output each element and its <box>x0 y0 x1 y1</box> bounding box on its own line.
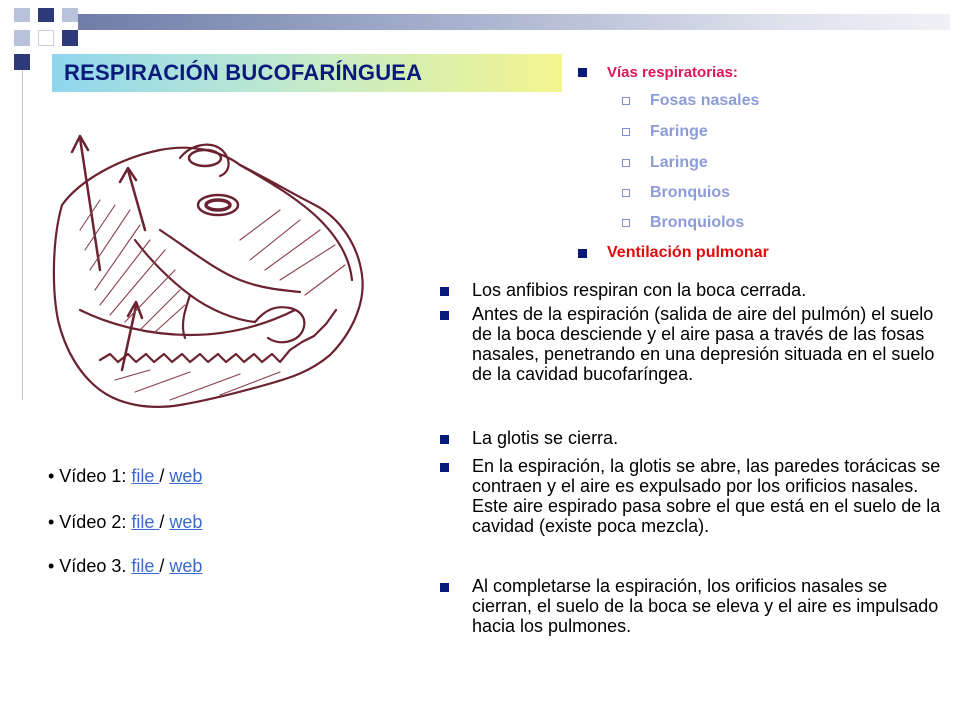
video-label: • Vídeo 1: <box>48 466 132 486</box>
frog-head-diagram-icon <box>40 110 370 420</box>
outline-active-item <box>578 244 769 262</box>
deco-square <box>62 8 78 22</box>
web-link[interactable]: web <box>169 512 203 532</box>
square-bullet-icon <box>578 249 587 258</box>
list-item <box>440 428 952 448</box>
deco-square <box>14 8 30 22</box>
link-separator: / <box>159 466 170 486</box>
video-label: • Vídeo 2: <box>48 512 132 532</box>
square-bullet-icon <box>440 435 449 444</box>
list-item <box>440 280 952 300</box>
list-item-text: Al completarse la espiración, los orificios nasales se cierran, el suelo de la boca se eleva y el aire es impulsado hacia los pulmones. <box>472 576 939 636</box>
square-bullet-icon <box>440 583 449 592</box>
file-link[interactable]: file <box>131 466 160 486</box>
hollow-square-bullet-icon <box>622 128 630 136</box>
web-link[interactable]: web <box>169 556 203 576</box>
title-box <box>52 54 562 92</box>
outline-subitem <box>622 92 759 110</box>
outline-subitem <box>622 154 708 172</box>
outline-subitem-label: Fosas nasales <box>650 92 760 109</box>
square-bullet-icon <box>578 68 587 77</box>
file-link[interactable]: file <box>131 512 160 532</box>
hollow-square-bullet-icon <box>622 189 630 197</box>
outline-heading-item <box>578 64 738 81</box>
outline-subitem-label: Laringe <box>650 154 708 171</box>
deco-square <box>38 30 54 46</box>
outline-heading: Vías respiratorias: <box>607 64 738 81</box>
video-row <box>48 466 202 487</box>
outline-subitem-label: Bronquios <box>650 184 730 201</box>
web-link[interactable]: web <box>169 466 203 486</box>
hollow-square-bullet-icon <box>622 219 630 227</box>
video-row <box>48 512 202 533</box>
list-item <box>440 304 952 384</box>
list-item-text: En la espiración, la glotis se abre, las paredes torácicas se contraen y el aire es expulsado por los orificios nasales. Este aire espirado pasa sobre el que está en el suelo de la cavidad (existe poca mezcla). <box>472 456 941 536</box>
outline-subitem <box>622 214 744 232</box>
deco-square <box>62 30 78 46</box>
outline-subitem <box>622 184 730 202</box>
deco-square <box>14 54 30 70</box>
video-row <box>48 556 202 577</box>
list-item <box>440 456 952 536</box>
hollow-square-bullet-icon <box>622 97 630 105</box>
side-divider <box>22 70 23 400</box>
list-item-text: La glotis se cierra. <box>472 428 619 448</box>
slide-title: RESPIRACIÓN BUCOFARÍNGUEA <box>64 60 423 85</box>
list-item-text: Antes de la espiración (salida de aire del pulmón) el suelo de la boca desciende y el aire pasa a través de las fosas nasales, penetrando en una depresión situada en el suelo de la cavidad bucofaríngea. <box>472 304 935 384</box>
deco-square <box>38 8 54 22</box>
hollow-square-bullet-icon <box>622 159 630 167</box>
file-link[interactable]: file <box>131 556 160 576</box>
square-bullet-icon <box>440 463 449 472</box>
outline-active-label: Ventilación pulmonar <box>607 244 769 261</box>
header-gradient-bar <box>78 14 950 30</box>
deco-square <box>14 30 30 46</box>
link-separator: / <box>159 556 170 576</box>
list-item-text: Los anfibios respiran con la boca cerrada. <box>472 280 807 300</box>
square-bullet-icon <box>440 287 449 296</box>
list-item <box>440 576 952 636</box>
video-label: • Vídeo 3. <box>48 556 132 576</box>
link-separator: / <box>159 512 170 532</box>
outline-subitem-label: Faringe <box>650 123 708 140</box>
outline-subitem <box>622 123 708 141</box>
square-bullet-icon <box>440 311 449 320</box>
outline-subitem-label: Bronquiolos <box>650 214 745 231</box>
